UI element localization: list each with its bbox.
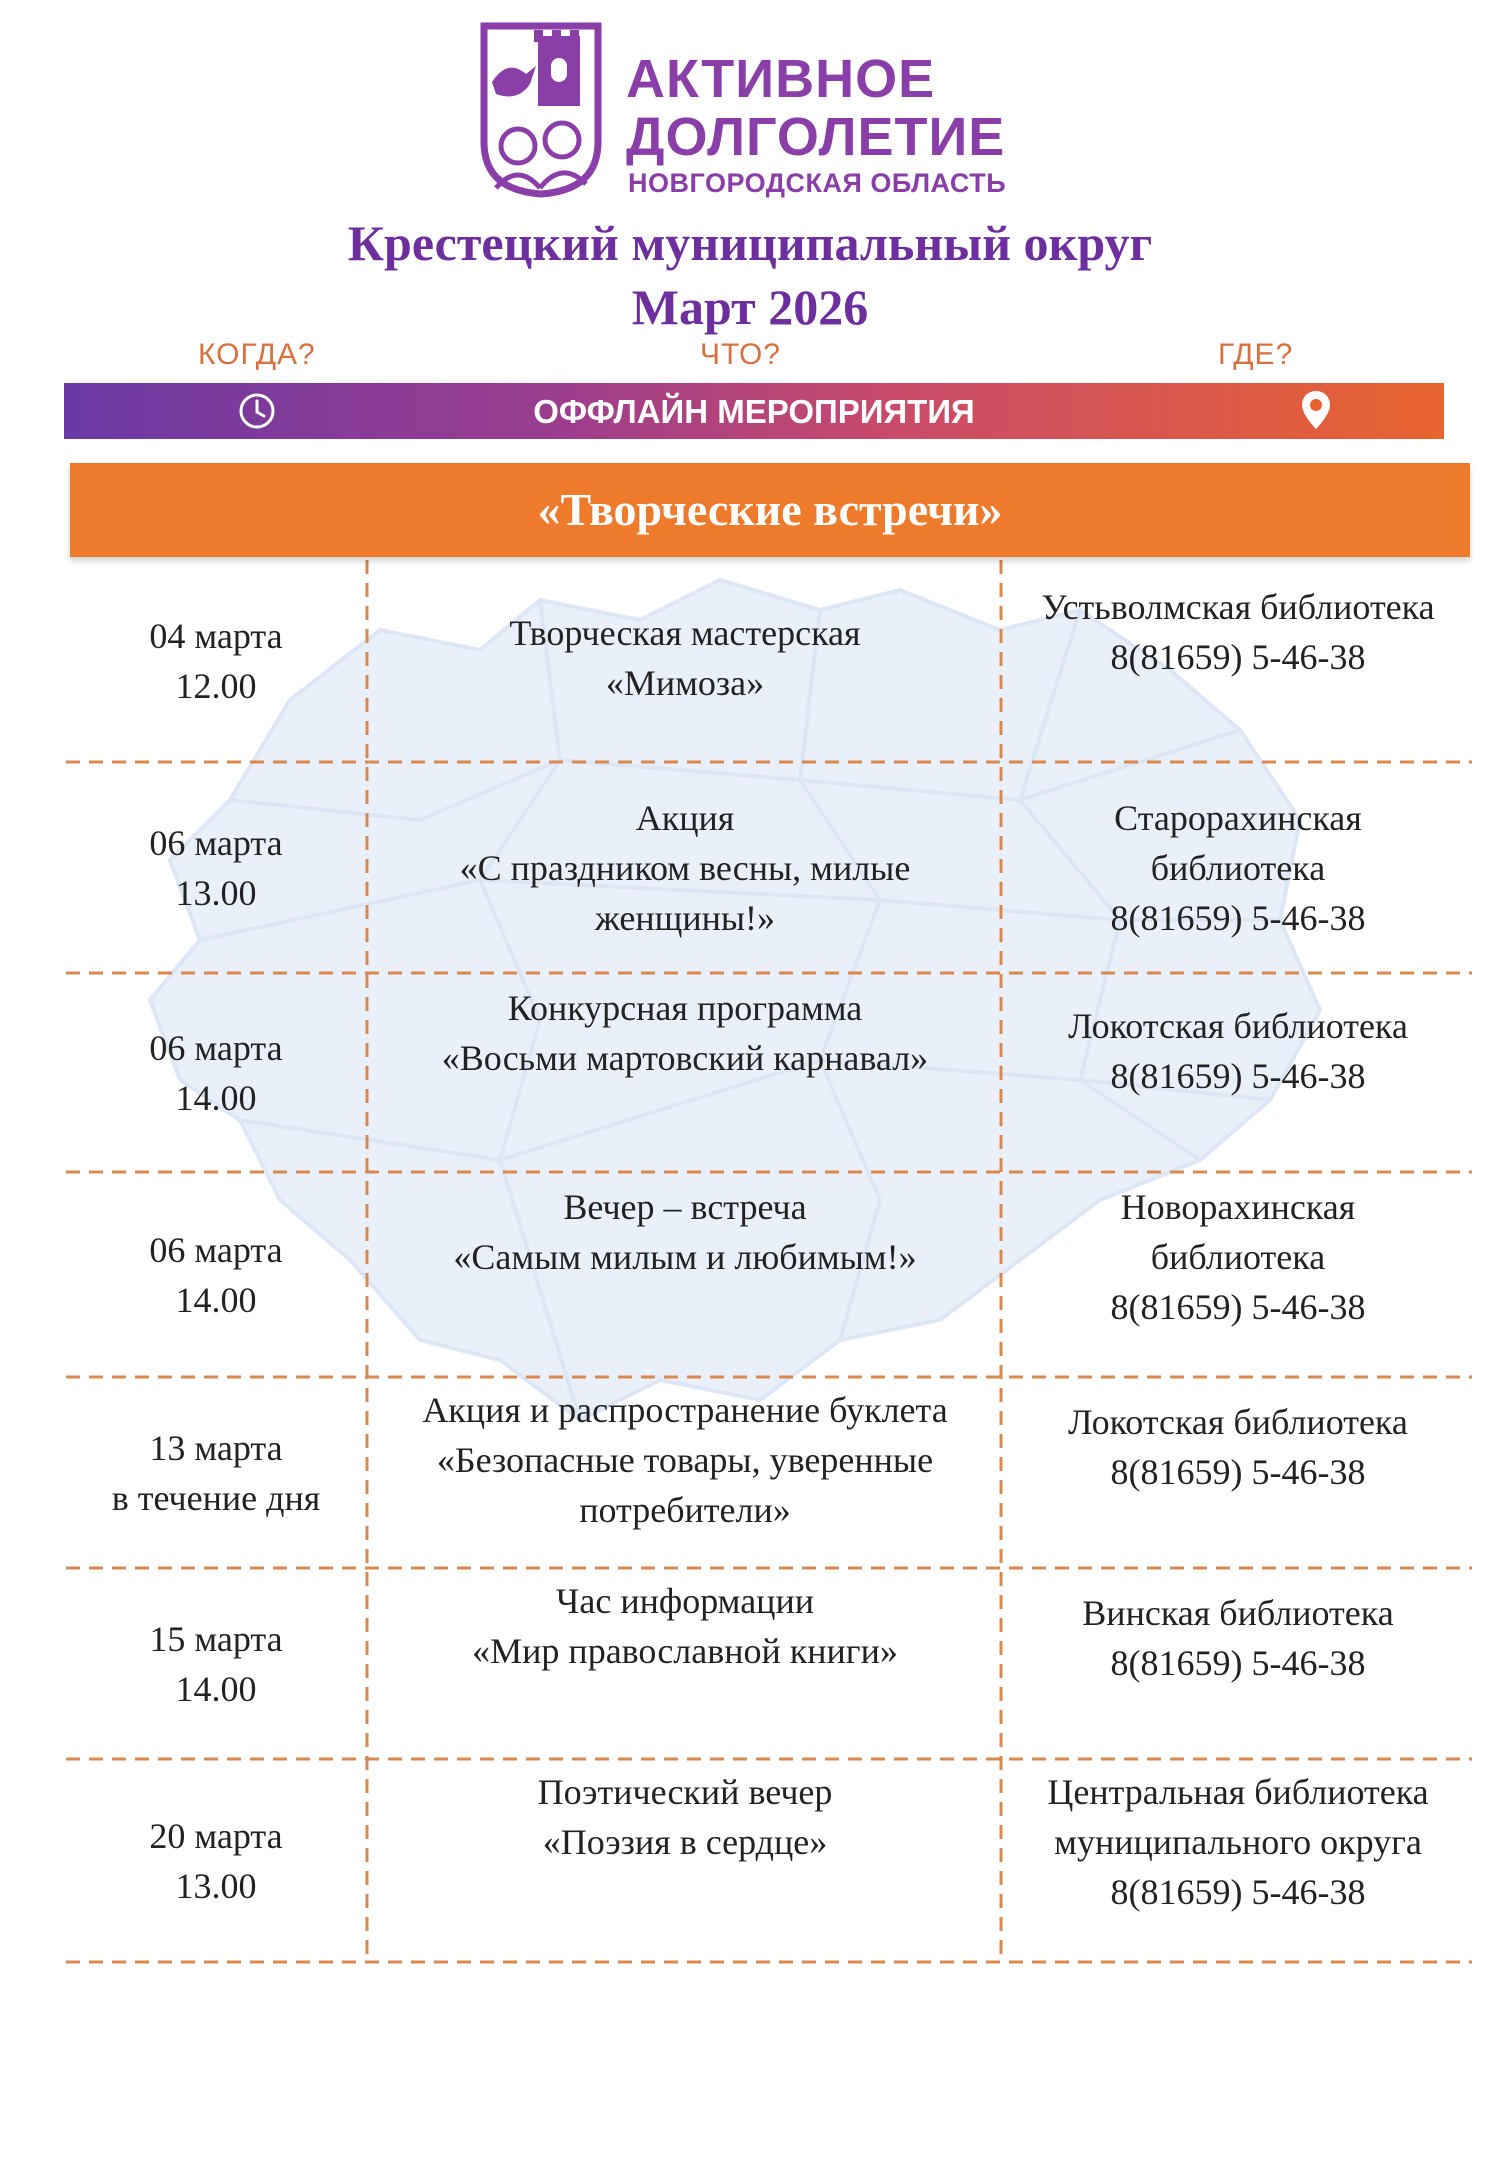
event-time: в течение дня — [111, 1477, 321, 1518]
table-row-2-where — [1004, 762, 1472, 973]
table-row-6-date — [66, 1568, 366, 1759]
table-row-3-what — [370, 973, 1000, 1172]
event-venue: Винская библиотека — [1082, 1593, 1394, 1633]
logo-line-2: ДОЛГОЛЕТИЕ — [626, 107, 1006, 167]
table-row-6-where — [1004, 1568, 1472, 1759]
event-time: 13.00 — [175, 872, 257, 913]
event-date: 20 марта — [149, 1815, 283, 1856]
page-subtitle: Март 2026 — [631, 279, 869, 335]
event-venue: Устьволмская библиотека — [1041, 587, 1435, 627]
table-row-4-date — [66, 1172, 366, 1377]
table-row-5-date — [66, 1377, 366, 1568]
event-title: «Мир православной книги» — [472, 1631, 898, 1671]
column-label-what: ЧТО? — [700, 338, 781, 371]
event-time: 14.00 — [175, 1279, 257, 1320]
event-venue-cont: библиотека — [1150, 1237, 1326, 1277]
tower-bird-elders-emblem-icon — [478, 22, 604, 198]
event-venue: Центральная библиотека — [1047, 1772, 1429, 1812]
table-row-1-date — [66, 560, 366, 762]
event-title: «Восьми мартовский карнавал» — [441, 1038, 929, 1078]
event-phone: 8(81659) 5-46-38 — [1110, 897, 1366, 938]
section-header — [70, 463, 1470, 557]
event-type: Поэтический вечер — [537, 1772, 833, 1812]
event-venue: Локотская библиотека — [1068, 1402, 1408, 1442]
event-date: 04 марта — [149, 616, 283, 656]
event-phone: 8(81659) 5-46-38 — [1110, 1643, 1366, 1683]
table-row-7-where — [1004, 1759, 1472, 1962]
page-title: Крестецкий муниципальный округ — [347, 215, 1153, 271]
event-type: Акция и распространение буклета — [422, 1390, 948, 1430]
table-row-6-what — [370, 1568, 1000, 1759]
banner-label: ОФФЛАЙН МЕРОПРИЯТИЯ — [533, 393, 975, 430]
event-venue-cont: библиотека — [1150, 847, 1326, 888]
event-title: «Поэзия в сердце» — [542, 1822, 828, 1862]
table-row-1-what — [370, 560, 1000, 762]
event-title: «С праздником весны, милые — [459, 847, 911, 888]
table-row-2-date — [66, 762, 366, 973]
table-row-4-what — [370, 1172, 1000, 1377]
event-phone: 8(81659) 5-46-38 — [1110, 1287, 1366, 1327]
table-row-5-what — [370, 1377, 1000, 1568]
column-label-when: КОГДА? — [198, 338, 316, 371]
table-row-5-where — [1004, 1377, 1472, 1568]
table-row-1-where — [1004, 560, 1472, 762]
event-venue: Локотская библиотека — [1068, 1006, 1408, 1046]
event-date: 06 марта — [149, 822, 283, 863]
logo-line-1: АКТИВНОЕ — [626, 49, 936, 109]
event-date: 15 марта — [149, 1618, 283, 1659]
event-type: Час информации — [556, 1581, 814, 1621]
event-phone: 8(81659) 5-46-38 — [1110, 1056, 1366, 1096]
table-row-3-date — [66, 973, 366, 1172]
event-type: Акция — [635, 797, 735, 838]
event-type: Вечер – встреча — [563, 1187, 807, 1227]
table-row-3-where — [1004, 973, 1472, 1172]
event-title-cont: потребители» — [579, 1490, 791, 1530]
section-title: «Творческие встречи» — [537, 484, 1003, 535]
event-time: 13.00 — [175, 1865, 257, 1906]
event-title-cont: женщины!» — [594, 897, 776, 938]
event-type: Творческая мастерская — [509, 613, 861, 653]
event-date: 06 марта — [149, 1027, 283, 1068]
table-row-2-what — [370, 762, 1000, 973]
offline-events-banner — [64, 383, 1444, 439]
table-row-7-date — [66, 1759, 366, 1962]
logo — [478, 22, 1038, 202]
event-title: «Мимоза» — [605, 663, 765, 703]
location-pin-icon — [1300, 389, 1332, 431]
event-venue-cont: муниципального округа — [1054, 1822, 1422, 1862]
event-phone: 8(81659) 5-46-38 — [1110, 637, 1366, 677]
event-type: Конкурсная программа — [507, 988, 863, 1028]
table-row-4-where — [1004, 1172, 1472, 1377]
event-time: 14.00 — [175, 1668, 257, 1709]
event-venue: Старорахинская — [1114, 797, 1362, 838]
event-phone: 8(81659) 5-46-38 — [1110, 1452, 1366, 1492]
event-time: 14.00 — [175, 1077, 257, 1118]
table-row-7-what — [370, 1759, 1000, 1962]
event-time: 12.00 — [175, 666, 257, 706]
event-date: 13 марта — [149, 1427, 283, 1468]
event-title: «Безопасные товары, уверенные — [436, 1440, 934, 1480]
column-label-where: ГДЕ? — [1218, 338, 1294, 371]
logo-line-3: НОВГОРОДСКАЯ ОБЛАСТЬ — [628, 168, 1007, 198]
event-venue: Новорахинская — [1120, 1187, 1356, 1227]
event-title: «Самым милым и любимым!» — [453, 1237, 917, 1277]
event-phone: 8(81659) 5-46-38 — [1110, 1872, 1366, 1912]
event-date: 06 марта — [149, 1229, 283, 1270]
